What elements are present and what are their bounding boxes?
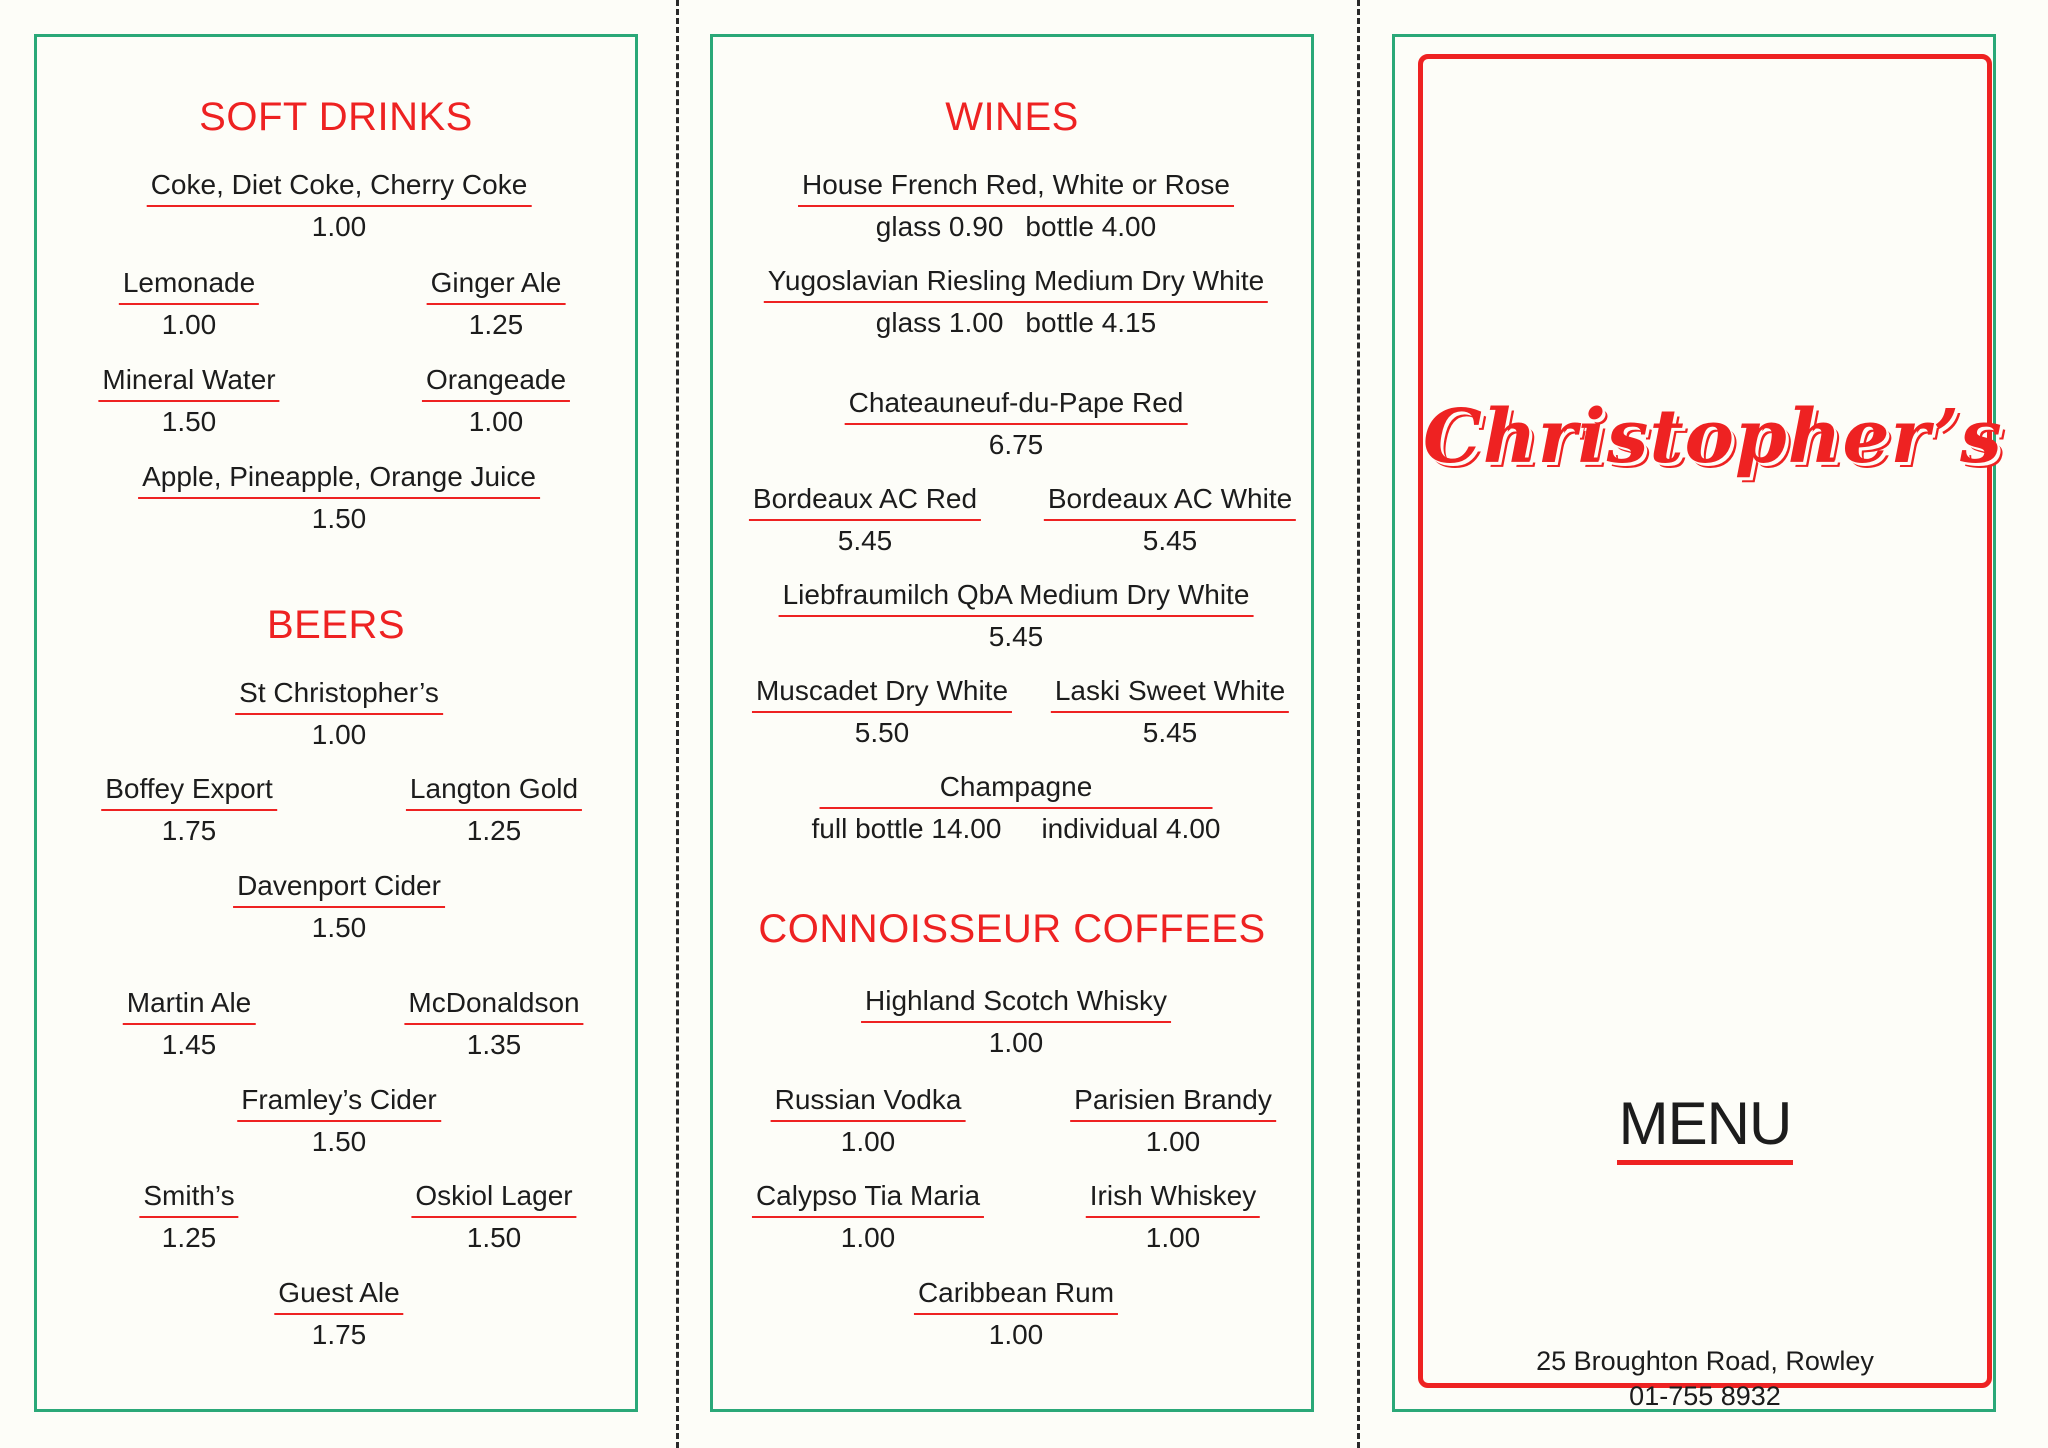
- menu-item: [147, 169, 532, 244]
- item-price: 1.25: [161, 1222, 217, 1254]
- beers-heading: BEERS: [266, 603, 406, 647]
- menu-item: [1051, 675, 1289, 750]
- item-name: Boffey Export: [101, 773, 277, 811]
- item-name: Guest Ale: [274, 1277, 403, 1315]
- item-name: Davenport Cider: [233, 870, 445, 908]
- menu-item: [411, 1180, 576, 1255]
- item-name: Laski Sweet White: [1051, 675, 1289, 713]
- item-name: Irish Whiskey: [1086, 1180, 1260, 1218]
- item-name: Ginger Ale: [427, 267, 566, 305]
- menu-item: [422, 364, 570, 439]
- fold-line-right: [1357, 0, 1360, 1448]
- soft-drinks-heading: SOFT DRINKS: [199, 95, 473, 139]
- item-price: 1.00: [988, 1027, 1044, 1059]
- item-name: Champagne: [820, 771, 1213, 809]
- item-name: Langton Gold: [406, 773, 582, 811]
- phone-number: 01-755 8932: [1629, 1381, 1781, 1412]
- menu-item: [138, 461, 540, 536]
- item-price: 1.00: [468, 406, 524, 438]
- item-price: 1.50: [161, 406, 217, 438]
- item-name: Russian Vodka: [771, 1084, 966, 1122]
- address-line: 25 Broughton Road, Rowley: [1536, 1346, 1874, 1376]
- menu-item: [1044, 483, 1296, 558]
- item-price: 1.75: [311, 1319, 367, 1351]
- price-glass: glass 1.00: [875, 307, 1004, 339]
- item-price: 6.75: [988, 429, 1044, 461]
- item-price: 5.45: [1142, 525, 1198, 557]
- menu-title: [1423, 1089, 1987, 1165]
- menu-item: [845, 387, 1188, 462]
- price-individual: individual 4.00: [1041, 813, 1221, 845]
- item-price: 5.45: [837, 525, 893, 557]
- item-price: 1.00: [840, 1126, 896, 1158]
- panel-wines-coffees: [710, 34, 1314, 1412]
- menu-item: [749, 483, 981, 558]
- item-name: St Christopher’s: [235, 677, 443, 715]
- item-name: House French Red, White or Rose: [798, 169, 1234, 207]
- item-price: 1.00: [840, 1222, 896, 1254]
- price-bottle: bottle 4.15: [1025, 307, 1157, 339]
- item-price: 5.45: [988, 621, 1044, 653]
- item-price: 1.50: [311, 912, 367, 944]
- item-price: 1.00: [1145, 1126, 1201, 1158]
- item-price: 1.00: [311, 211, 367, 243]
- menu-item: [752, 675, 1012, 750]
- item-price: 1.00: [311, 719, 367, 751]
- menu-item: [404, 987, 583, 1062]
- item-name: Apple, Pineapple, Orange Juice: [138, 461, 540, 499]
- item-name: Liebfraumilch QbA Medium Dry White: [779, 579, 1254, 617]
- item-price: 1.00: [161, 309, 217, 341]
- item-price: 1.00: [988, 1319, 1044, 1351]
- menu-label: MENU: [1617, 1089, 1794, 1165]
- item-price: 1.50: [311, 503, 367, 535]
- menu-item: [123, 987, 256, 1062]
- menu-item: [798, 169, 1234, 244]
- item-name: Smith’s: [139, 1180, 238, 1218]
- item-price: [764, 305, 1268, 340]
- item-price: 1.35: [466, 1029, 522, 1061]
- menu-item: [237, 1084, 441, 1159]
- item-name: Bordeaux AC Red: [749, 483, 981, 521]
- item-name: Parisien Brandy: [1070, 1084, 1276, 1122]
- wines-heading: WINES: [945, 95, 1079, 139]
- item-name: Oskiol Lager: [411, 1180, 576, 1218]
- item-name: Lemonade: [119, 267, 259, 305]
- item-name: Highland Scotch Whisky: [861, 985, 1171, 1023]
- menu-item: [812, 771, 1221, 846]
- menu-item: [235, 677, 443, 752]
- price-bottle: bottle 4.00: [1025, 211, 1157, 243]
- menu-item: [101, 773, 277, 848]
- item-price: 1.50: [466, 1222, 522, 1254]
- menu-item: [1070, 1084, 1276, 1159]
- item-price: 1.75: [161, 815, 217, 847]
- panel-soft-drinks-beers: [34, 34, 638, 1412]
- item-price: 1.25: [468, 309, 524, 341]
- item-price: [798, 209, 1234, 244]
- address-block: [1423, 1344, 1987, 1414]
- cover-frame: [1418, 54, 2003, 1412]
- item-name: Caribbean Rum: [914, 1277, 1118, 1315]
- fold-line-left: [676, 0, 679, 1448]
- menu-item: [98, 364, 279, 439]
- item-name: Chateauneuf-du-Pape Red: [845, 387, 1188, 425]
- item-price: 5.50: [854, 717, 910, 749]
- menu-item: [914, 1277, 1118, 1352]
- item-name: Orangeade: [422, 364, 570, 402]
- item-name: Mineral Water: [98, 364, 279, 402]
- item-price: 5.45: [1142, 717, 1198, 749]
- menu-item: [771, 1084, 966, 1159]
- item-name: Framley’s Cider: [237, 1084, 441, 1122]
- item-name: Martin Ale: [123, 987, 256, 1025]
- item-price: [812, 811, 1221, 846]
- menu-item: [752, 1180, 984, 1255]
- item-name: Coke, Diet Coke, Cherry Coke: [147, 169, 532, 207]
- menu-item: [119, 267, 259, 342]
- menu-item: [779, 579, 1254, 654]
- item-name: McDonaldson: [404, 987, 583, 1025]
- item-name: Bordeaux AC White: [1044, 483, 1296, 521]
- item-price: 1.50: [311, 1126, 367, 1158]
- item-price: 1.45: [161, 1029, 217, 1061]
- item-name: Yugoslavian Riesling Medium Dry White: [764, 265, 1268, 303]
- menu-item: [1086, 1180, 1260, 1255]
- coffees-heading: CONNOISSEUR COFFEES: [758, 907, 1266, 951]
- menu-item: [861, 985, 1171, 1060]
- menu-item: [406, 773, 582, 848]
- menu-item: [764, 265, 1268, 340]
- item-price: 1.25: [466, 815, 522, 847]
- menu-item: [139, 1180, 238, 1255]
- item-name: Muscadet Dry White: [752, 675, 1012, 713]
- restaurant-logo: [1423, 394, 2003, 480]
- menu-item: [233, 870, 445, 945]
- item-price: 1.00: [1145, 1222, 1201, 1254]
- price-full-bottle: full bottle 14.00: [811, 813, 1002, 845]
- item-name: Calypso Tia Maria: [752, 1180, 984, 1218]
- menu-item: [427, 267, 566, 342]
- menu-item: [274, 1277, 403, 1352]
- price-glass: glass 0.90: [875, 211, 1004, 243]
- logo-text: Christopher’s: [1423, 394, 2003, 480]
